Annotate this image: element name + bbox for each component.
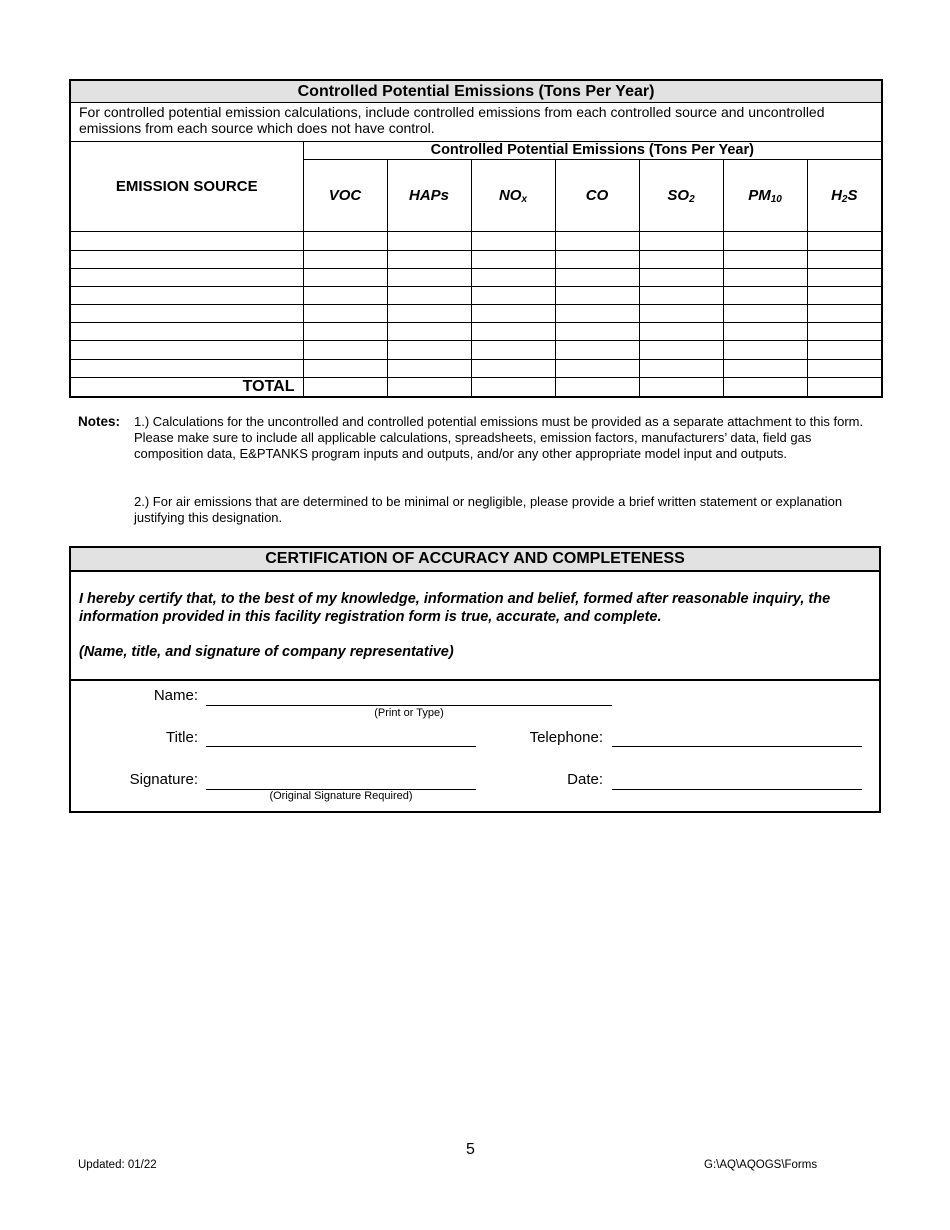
date-field[interactable]	[612, 789, 862, 790]
value-cell[interactable]	[639, 323, 723, 341]
certification-section	[69, 546, 881, 813]
certification-title: CERTIFICATION OF ACCURACY AND COMPLETENESS	[71, 548, 879, 572]
table-row	[70, 286, 882, 304]
source-cell[interactable]	[70, 268, 303, 286]
controlled-emissions-table	[69, 79, 883, 398]
telephone-field[interactable]	[612, 746, 862, 747]
value-cell[interactable]	[303, 359, 387, 377]
col-haps: HAPs	[387, 159, 471, 232]
emissions-subheader: Controlled Potential Emissions (Tons Per Year)	[303, 141, 882, 159]
col-h2s: $H_2S$	[807, 159, 882, 232]
value-cell[interactable]	[723, 250, 807, 268]
name-field[interactable]	[206, 705, 612, 706]
value-cell[interactable]	[387, 268, 471, 286]
value-cell[interactable]	[471, 359, 555, 377]
value-cell[interactable]	[639, 305, 723, 323]
value-cell[interactable]	[639, 232, 723, 250]
source-cell[interactable]	[70, 232, 303, 250]
value-cell[interactable]	[471, 232, 555, 250]
value-cell[interactable]	[387, 250, 471, 268]
value-cell[interactable]	[807, 286, 882, 304]
value-cell[interactable]	[807, 250, 882, 268]
date-label: Date:	[567, 771, 603, 788]
value-cell[interactable]	[387, 341, 471, 359]
value-cell[interactable]	[303, 341, 387, 359]
value-cell[interactable]	[723, 232, 807, 250]
notes-label: Notes:	[78, 414, 121, 429]
value-cell[interactable]	[639, 286, 723, 304]
total-cell[interactable]	[807, 377, 882, 397]
source-cell[interactable]	[70, 341, 303, 359]
value-cell[interactable]	[555, 341, 639, 359]
value-cell[interactable]	[303, 268, 387, 286]
name-label: Name:	[153, 687, 198, 704]
telephone-label: Telephone:	[529, 729, 603, 746]
value-cell[interactable]	[639, 341, 723, 359]
certification-statement: I hereby certify that, to the best of my knowledge, information and belief, formed after reasonable inquiry, the information provided in this facility registration form is true, accurate, and complete.	[79, 591, 831, 625]
value-cell[interactable]	[723, 305, 807, 323]
value-cell[interactable]	[555, 359, 639, 377]
value-cell[interactable]	[387, 286, 471, 304]
value-cell[interactable]	[555, 250, 639, 268]
value-cell[interactable]	[303, 323, 387, 341]
value-cell[interactable]	[387, 323, 471, 341]
value-cell[interactable]	[555, 268, 639, 286]
total-cell[interactable]	[639, 377, 723, 397]
value-cell[interactable]	[471, 268, 555, 286]
note-2: 2.) For air emissions that are determined to be minimal or negligible, please provide a brief written statement or explanation justifying this designation.	[134, 494, 843, 525]
col-pm10: $PM_{10}$	[723, 159, 807, 232]
table-row	[70, 323, 882, 341]
total-cell[interactable]	[555, 377, 639, 397]
value-cell[interactable]	[807, 268, 882, 286]
source-cell[interactable]	[70, 359, 303, 377]
value-cell[interactable]	[807, 359, 882, 377]
updated-date: Updated: 01/22	[78, 1159, 157, 1171]
page-number: 5	[466, 1141, 475, 1158]
value-cell[interactable]	[471, 286, 555, 304]
value-cell[interactable]	[723, 286, 807, 304]
source-cell[interactable]	[70, 250, 303, 268]
file-path: G:\AQ\AQOGS\Forms	[704, 1159, 818, 1171]
table-instructions: For controlled potential emission calculations, include controlled emissions from each controlled source and uncontrolled emissions from each source which does not have control.	[70, 103, 882, 141]
total-cell[interactable]	[471, 377, 555, 397]
value-cell[interactable]	[723, 359, 807, 377]
value-cell[interactable]	[555, 305, 639, 323]
value-cell[interactable]	[387, 232, 471, 250]
source-cell[interactable]	[70, 286, 303, 304]
divider	[71, 679, 879, 681]
col-voc: VOC	[303, 159, 387, 232]
table-row	[70, 268, 882, 286]
title-field[interactable]	[206, 746, 476, 747]
table-row	[70, 250, 882, 268]
value-cell[interactable]	[471, 250, 555, 268]
value-cell[interactable]	[471, 323, 555, 341]
value-cell[interactable]	[303, 250, 387, 268]
total-cell[interactable]	[387, 377, 471, 397]
signature-hint: (Original Signature Required)	[269, 790, 413, 802]
value-cell[interactable]	[387, 305, 471, 323]
table-row	[70, 341, 882, 359]
col-nox: $NO_x$	[471, 159, 555, 232]
table-row	[70, 232, 882, 250]
table-row	[70, 359, 882, 377]
value-cell[interactable]	[807, 305, 882, 323]
name-hint: (Print or Type)	[374, 707, 444, 719]
value-cell[interactable]	[723, 341, 807, 359]
value-cell[interactable]	[639, 250, 723, 268]
total-cell[interactable]	[303, 377, 387, 397]
value-cell[interactable]	[303, 232, 387, 250]
value-cell[interactable]	[303, 286, 387, 304]
value-cell[interactable]	[639, 359, 723, 377]
signature-label: Signature:	[129, 771, 198, 788]
note-1: 1.) Calculations for the uncontrolled and controlled potential emissions must be provided as a separate attachment to this form. Please make sure to include all applicable calculations, spreadsheets, emission factors, manufacturers’ data, field gas composition data, E&PTANKS program inputs and outputs, and/or any other appropriate model input and outputs.	[134, 414, 864, 461]
table-title: Controlled Potential Emissions (Tons Per Year)	[70, 80, 882, 103]
value-cell[interactable]	[807, 341, 882, 359]
title-label: Title:	[166, 729, 198, 746]
total-cell[interactable]	[723, 377, 807, 397]
value-cell[interactable]	[639, 268, 723, 286]
col-co: CO	[555, 159, 639, 232]
value-cell[interactable]	[555, 286, 639, 304]
value-cell[interactable]	[471, 305, 555, 323]
total-row	[70, 377, 882, 397]
value-cell[interactable]	[723, 268, 807, 286]
value-cell[interactable]	[303, 305, 387, 323]
value-cell[interactable]	[723, 323, 807, 341]
col-so2: $SO_2$	[639, 159, 723, 232]
representative-instruction: (Name, title, and signature of company representative)	[79, 644, 454, 660]
value-cell[interactable]	[555, 232, 639, 250]
value-cell[interactable]	[807, 232, 882, 250]
source-cell[interactable]	[70, 305, 303, 323]
value-cell[interactable]	[387, 359, 471, 377]
total-label: TOTAL	[70, 377, 303, 397]
value-cell[interactable]	[807, 323, 882, 341]
source-cell[interactable]	[70, 323, 303, 341]
value-cell[interactable]	[555, 323, 639, 341]
value-cell[interactable]	[471, 341, 555, 359]
emission-source-header: EMISSION SOURCE	[70, 141, 303, 232]
table-row	[70, 305, 882, 323]
